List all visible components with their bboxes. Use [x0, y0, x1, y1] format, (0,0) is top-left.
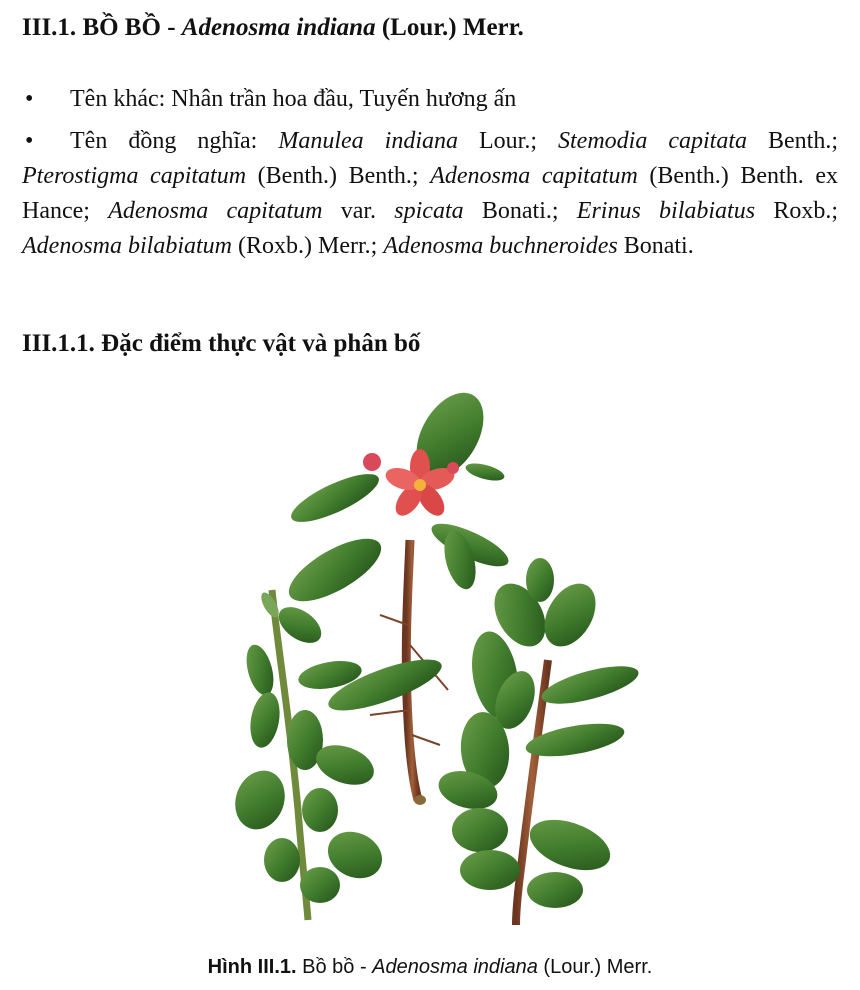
- synonym-name: Stemodia capitata: [558, 128, 747, 154]
- synonym-author: (Benth.) Benth.;: [246, 163, 431, 189]
- synonym-name: Manulea indiana: [278, 128, 458, 154]
- synonym-name: Adenosma capitatum: [108, 198, 323, 224]
- synonym-author: Lour.;: [457, 128, 558, 154]
- section-species: Adenosma indiana: [181, 14, 376, 41]
- caption-text: Bồ bồ -: [296, 956, 373, 978]
- synonym-name: Adenosma capitatum: [430, 163, 638, 189]
- section-name: BỒ BỒ: [82, 14, 161, 41]
- synonym-author: Roxb.;: [755, 198, 838, 224]
- section-author: (Lour.) Merr.: [375, 14, 524, 41]
- synonym-name: Pterostigma capitatum: [22, 163, 247, 189]
- caption-author: (Lour.) Merr.: [537, 956, 653, 978]
- synonym-author: (Roxb.) Merr.;: [232, 233, 384, 259]
- subsection-heading: III.1.1. Đặc điểm thực vật và phân bố: [22, 330, 421, 357]
- left-branch: [227, 590, 389, 920]
- other-names-label: Tên khác:: [70, 86, 172, 112]
- synonyms-item: [22, 124, 838, 264]
- caption-species: Adenosma indiana: [372, 956, 538, 978]
- synonym-author: Bonati.;: [463, 198, 577, 224]
- other-names-item: [22, 82, 838, 117]
- section-sep: -: [160, 14, 182, 41]
- synonym-author: Benth.;: [746, 128, 838, 154]
- synonym-name: Adenosma bilabiatum: [22, 233, 232, 259]
- bullet: •: [25, 128, 34, 154]
- synonym-name: Erinus bilabiatus: [576, 198, 756, 224]
- synonyms-label: Tên đồng nghĩa:: [70, 128, 279, 154]
- synonym-author: (Benth.) Benth. ex Hance;: [22, 163, 838, 224]
- synonym-author: Bonati.: [617, 233, 694, 259]
- figure-caption: [0, 956, 860, 979]
- synonym-author: var.: [322, 198, 395, 224]
- caption-label: Hình III.1.: [207, 956, 297, 978]
- bullet: •: [25, 86, 34, 112]
- plant-illustration: [220, 390, 640, 935]
- synonym-name: spicata: [394, 198, 464, 224]
- section-number: III.1.: [22, 14, 77, 41]
- right-branch: [434, 558, 640, 925]
- section-heading: [22, 14, 524, 42]
- synonym-name: Adenosma buchneroides: [383, 233, 618, 259]
- other-names-text: Nhân trần hoa đầu, Tuyến hương ấn: [171, 86, 517, 112]
